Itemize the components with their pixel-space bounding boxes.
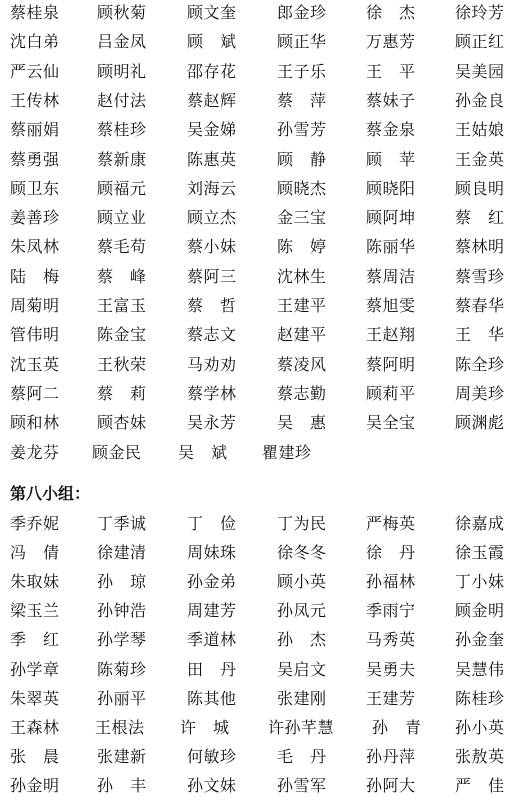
person-name: 吕金凤 — [97, 32, 147, 52]
name-row — [0, 178, 522, 204]
person-name: 徐嘉成 — [455, 514, 505, 533]
person-name: 顾立杰 — [187, 208, 237, 228]
person-name: 蔡林明 — [455, 237, 505, 257]
person-name: 顾阿坤 — [366, 208, 416, 228]
person-name: 王建平 — [277, 296, 327, 315]
person-name: 蔡 峰 — [97, 266, 147, 286]
person-name: 张建新 — [97, 746, 147, 766]
person-name: 孙阿大 — [366, 775, 416, 795]
person-name: 孙 丰 — [97, 775, 147, 795]
person-name: 顾秋菊 — [97, 3, 147, 22]
person-name: 沈林生 — [277, 266, 327, 286]
person-name: 王姑娘 — [455, 120, 505, 140]
person-name: 蔡凌风 — [277, 354, 327, 374]
person-name: 吴全宝 — [366, 413, 416, 433]
person-name: 严 佳 — [455, 775, 505, 795]
person-name: 顾 静 — [277, 149, 327, 169]
person-name: 顾卫东 — [10, 178, 60, 198]
person-name: 沈玉英 — [10, 354, 60, 374]
person-name: 顾立业 — [97, 208, 147, 228]
person-name: 王秋荣 — [97, 354, 147, 374]
person-name: 朱翠英 — [10, 688, 60, 708]
person-name: 蔡志勤 — [277, 383, 327, 403]
name-row — [0, 383, 522, 409]
person-name: 孙学琴 — [97, 630, 147, 650]
person-name: 顾金明 — [455, 601, 505, 621]
person-name: 陈全珍 — [455, 354, 505, 374]
person-name: 蔡赵辉 — [187, 90, 237, 110]
person-name: 严梅英 — [366, 514, 416, 533]
person-name: 许 城 — [180, 717, 230, 737]
person-name: 蔡志文 — [187, 325, 237, 345]
name-row — [0, 600, 522, 626]
person-name: 瞿建珍 — [262, 442, 312, 462]
name-row — [0, 688, 522, 714]
group-title: 第八小组： — [10, 484, 91, 503]
person-name: 金三宝 — [277, 208, 327, 228]
person-name: 徐 丹 — [366, 543, 416, 563]
person-name: 顾晓杰 — [277, 178, 327, 198]
person-name: 顾正红 — [455, 32, 505, 52]
name-row — [0, 659, 522, 685]
person-name: 吴慧伟 — [455, 659, 505, 679]
person-name: 陈丽华 — [366, 237, 416, 257]
person-name: 王 平 — [366, 61, 416, 81]
person-name: 顾良明 — [455, 178, 505, 198]
name-row — [0, 412, 522, 438]
person-name: 王富玉 — [97, 296, 147, 315]
name-row — [0, 295, 522, 321]
person-name: 丁小妹 — [455, 572, 505, 592]
person-name: 丁 俭 — [187, 514, 237, 533]
person-name: 丁季诚 — [97, 514, 147, 533]
person-name: 孙学章 — [10, 659, 60, 679]
person-name: 孙雪芳 — [277, 120, 327, 140]
person-name: 孙金良 — [455, 90, 505, 110]
person-name: 孙 杰 — [277, 630, 327, 650]
person-name: 赵付法 — [97, 90, 147, 110]
person-name: 徐玉霞 — [455, 543, 505, 563]
person-name: 顾和林 — [10, 413, 60, 433]
person-name: 蔡阿二 — [10, 383, 60, 403]
person-name: 蔡春华 — [455, 296, 505, 315]
person-name: 顾渊彪 — [455, 413, 505, 433]
person-name: 蔡毛苟 — [97, 237, 147, 257]
person-name: 孙丹萍 — [366, 746, 416, 766]
name-row — [0, 571, 522, 597]
person-name: 蔡勇强 — [10, 149, 60, 169]
person-name: 马秀英 — [366, 630, 416, 650]
person-name: 王金英 — [455, 149, 505, 169]
person-name: 沈白弟 — [10, 32, 60, 52]
name-row — [0, 354, 522, 380]
person-name: 许孙芊慧 — [268, 717, 335, 737]
person-name: 邵存花 — [187, 61, 237, 81]
person-name: 蔡阿三 — [187, 266, 237, 286]
name-row — [0, 513, 522, 539]
person-name: 蔡新康 — [97, 149, 147, 169]
person-name: 王森林 — [10, 717, 60, 737]
person-name: 顾小英 — [277, 572, 327, 592]
name-row — [0, 31, 522, 57]
person-name: 张建刚 — [277, 688, 327, 708]
person-name: 吴 惠 — [277, 413, 327, 433]
person-name: 周建芳 — [187, 601, 237, 621]
person-name: 顾金民 — [92, 442, 142, 462]
person-name: 蔡丽娟 — [10, 120, 60, 140]
person-name: 蔡妹子 — [366, 90, 416, 110]
person-name: 王建芳 — [366, 688, 416, 708]
person-name: 蔡学林 — [187, 383, 237, 403]
person-name: 蔡雪珍 — [455, 266, 505, 286]
person-name: 蔡小妹 — [187, 237, 237, 257]
person-name: 赵建平 — [277, 325, 327, 345]
person-name: 吴永芳 — [187, 413, 237, 433]
person-name: 徐建清 — [97, 543, 147, 563]
person-name: 周美珍 — [455, 383, 505, 403]
person-name: 张 晨 — [10, 746, 60, 766]
name-row — [0, 746, 522, 772]
person-name: 姜龙芬 — [10, 442, 60, 462]
person-name: 田 丹 — [187, 659, 237, 679]
name-row — [0, 236, 522, 262]
name-row — [0, 90, 522, 116]
person-name: 吴金娣 — [187, 120, 237, 140]
person-name: 顾 斌 — [187, 32, 237, 52]
person-name: 孙金明 — [10, 775, 60, 795]
person-name: 孙小英 — [455, 717, 505, 737]
person-name: 周菊明 — [10, 296, 60, 315]
person-name: 孙凤元 — [277, 601, 327, 621]
person-name: 管伟明 — [10, 325, 60, 345]
person-name: 顾杏妹 — [97, 413, 147, 433]
name-row — [0, 629, 522, 655]
person-name: 郎金珍 — [277, 3, 327, 22]
person-name: 梁玉兰 — [10, 601, 60, 621]
person-name: 季雨宁 — [366, 601, 416, 621]
person-name: 徐 杰 — [366, 3, 416, 22]
person-name: 蔡 莉 — [97, 383, 147, 403]
person-name: 吴 斌 — [178, 442, 228, 462]
person-name: 季 红 — [10, 630, 60, 650]
person-name: 徐玲芳 — [455, 3, 505, 22]
person-name: 徐冬冬 — [277, 543, 327, 563]
name-row — [0, 542, 522, 568]
person-name: 顾莉平 — [366, 383, 416, 403]
person-name: 陈惠英 — [187, 149, 237, 169]
person-name: 顾 苹 — [366, 149, 416, 169]
person-name: 张敖英 — [455, 746, 505, 766]
person-name: 何敏珍 — [187, 746, 237, 766]
person-name: 陈菊珍 — [97, 659, 147, 679]
person-name: 孙丽平 — [97, 688, 147, 708]
person-name: 吴启文 — [277, 659, 327, 679]
person-name: 王赵翔 — [366, 325, 416, 345]
name-row — [0, 61, 522, 87]
person-name: 孙文妹 — [187, 775, 237, 795]
person-name: 孙钟浩 — [97, 601, 147, 621]
person-name: 王 华 — [455, 325, 505, 345]
person-name: 冯 倩 — [10, 543, 60, 563]
person-name: 朱取妹 — [10, 572, 60, 592]
person-name: 陈其他 — [187, 688, 237, 708]
person-name: 王子乐 — [277, 61, 327, 81]
person-name: 孙 青 — [372, 717, 422, 737]
person-name: 万惠芳 — [366, 32, 416, 52]
person-name: 蔡 萍 — [277, 90, 327, 110]
person-name: 吴美园 — [455, 61, 505, 81]
person-name: 严云仙 — [10, 61, 60, 81]
person-name: 陈桂珍 — [455, 688, 505, 708]
person-name: 蔡金泉 — [366, 120, 416, 140]
name-row — [0, 775, 522, 801]
person-name: 刘海云 — [187, 178, 237, 198]
person-name: 顾晓阳 — [366, 178, 416, 198]
person-name: 顾福元 — [97, 178, 147, 198]
person-name: 陈金宝 — [97, 325, 147, 345]
name-row — [0, 717, 522, 743]
person-name: 季乔妮 — [10, 514, 60, 533]
person-name: 王根法 — [95, 717, 145, 737]
person-name: 顾文奎 — [187, 3, 237, 22]
person-name: 孙雪军 — [277, 775, 327, 795]
person-name: 顾正华 — [277, 32, 327, 52]
person-name: 丁为民 — [277, 514, 327, 533]
person-name: 顾明礼 — [97, 61, 147, 81]
name-row — [0, 324, 522, 350]
person-name: 朱凤林 — [10, 237, 60, 257]
name-row — [0, 119, 522, 145]
person-name: 陈 婷 — [277, 237, 327, 257]
person-name: 蔡旭雯 — [366, 296, 416, 315]
person-name: 孙金弟 — [187, 572, 237, 592]
name-row — [0, 207, 522, 233]
person-name: 季道林 — [187, 630, 237, 650]
person-name: 蔡周洁 — [366, 266, 416, 286]
person-name: 蔡 红 — [455, 208, 505, 228]
person-name: 王传林 — [10, 90, 60, 110]
name-row — [0, 266, 522, 292]
person-name: 陆 梅 — [10, 266, 60, 286]
person-name: 孙 琼 — [97, 572, 147, 592]
person-name: 吴勇夫 — [366, 659, 416, 679]
person-name: 孙福林 — [366, 572, 416, 592]
name-row — [0, 2, 522, 28]
name-row — [0, 442, 522, 468]
person-name: 蔡桂珍 — [97, 120, 147, 140]
person-name: 孙金奎 — [455, 630, 505, 650]
person-name: 蔡桂泉 — [10, 3, 60, 22]
person-name: 蔡阿明 — [366, 354, 416, 374]
name-row — [0, 149, 522, 175]
person-name: 蔡 哲 — [187, 296, 237, 315]
person-name: 毛 丹 — [277, 746, 327, 766]
person-name: 姜善珍 — [10, 208, 60, 228]
person-name: 马劝劝 — [187, 354, 237, 374]
person-name: 周妹珠 — [187, 543, 237, 563]
